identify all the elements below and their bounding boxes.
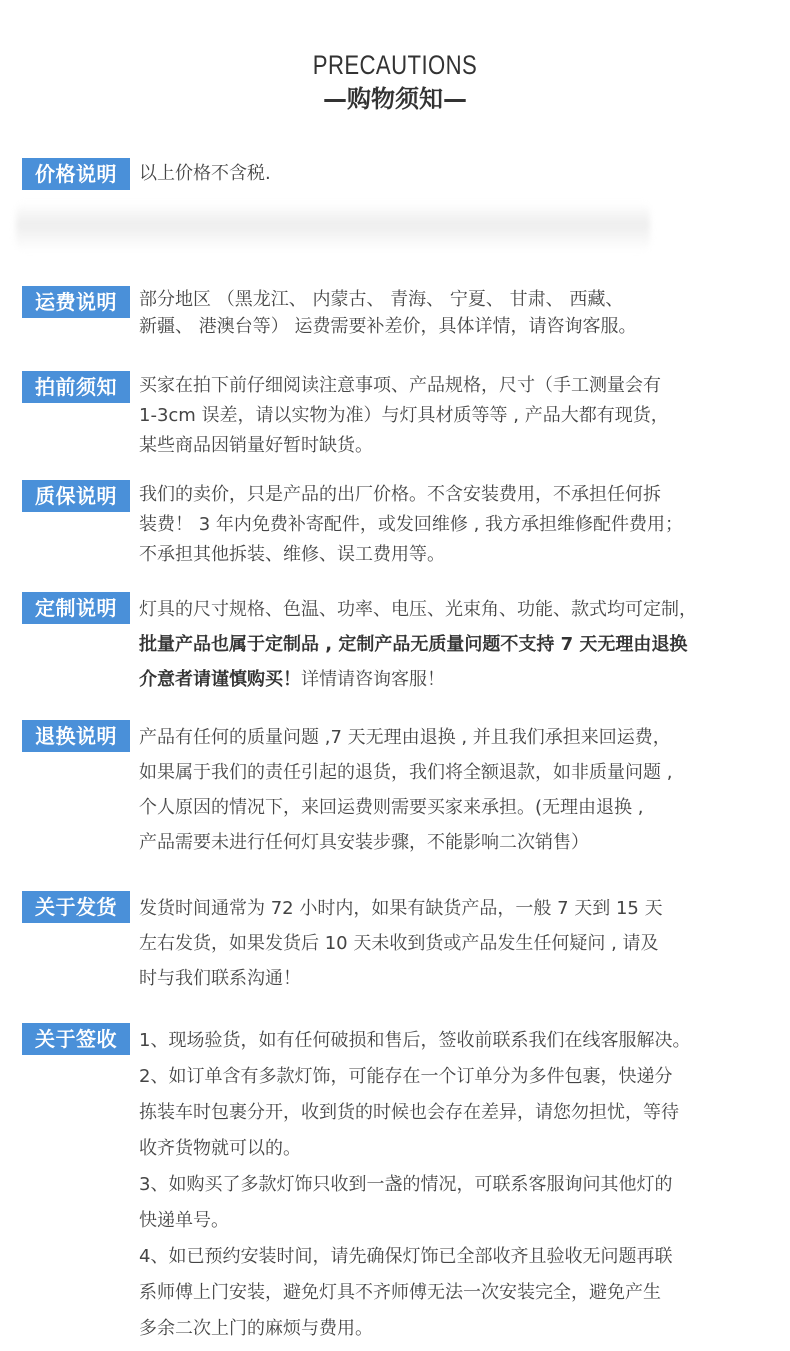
- section-tag-delivery: 关于发货: [22, 891, 130, 923]
- section-body-customization: [139, 592, 784, 697]
- text-line: 4、如已预约安装时间，请先确保灯饰已全部收齐且验收无问题再联: [139, 1246, 673, 1267]
- text-line: 发货时间通常为 72 小时内，如果有缺货产品，一般 7 天到 15 天: [139, 898, 663, 919]
- section-tag-shipping-fee: 运费说明: [22, 286, 130, 318]
- text-line: 2、如订单含有多款灯饰，可能存在一个订单分为多件包裹，快递分: [139, 1066, 673, 1087]
- text-line: 时与我们联系沟通！: [139, 968, 301, 989]
- section-tag-customization: 定制说明: [22, 592, 130, 624]
- text-line: 收齐货物就可以的。: [139, 1138, 301, 1159]
- section-tag-price: 价格说明: [22, 158, 130, 190]
- section-tag-receipt: 关于签收: [22, 1023, 130, 1055]
- text-line: [139, 662, 784, 697]
- section-body-warranty: [139, 480, 784, 570]
- page-header: [0, 48, 790, 116]
- section-body-delivery: [139, 891, 784, 996]
- text-line: 装费！ 3 年内免费补寄配件，或发回维修 , 我方承担维修配件费用；: [139, 514, 684, 535]
- section-tag-warranty: 质保说明: [22, 480, 130, 512]
- text-line: 3、如购买了多款灯饰只收到一盏的情况，可联系客服询问其他灯的: [139, 1174, 673, 1195]
- text-line: 产品有任何的质量问题 ,7 天无理由退换 , 并且我们承担来回运费，: [139, 727, 671, 748]
- section-body-before-purchase: [139, 371, 784, 461]
- blurred-region: [16, 202, 650, 252]
- section-body-price: [139, 158, 784, 190]
- text-line: 多余二次上门的麻烦与费用。: [139, 1318, 373, 1339]
- text-line: 快递单号。: [139, 1210, 229, 1231]
- text-line: 个人原因的情况下，来回运费则需要买家来承担。(无理由退换 ,: [139, 797, 644, 818]
- text-line: 我们的卖价，只是产品的出厂价格。不含安装费用，不承担任何拆: [139, 484, 661, 505]
- text-line: 产品需要未进行任何灯具安装步骤，不能影响二次销售）: [139, 832, 589, 853]
- text-line: 1、现场验货，如有任何破损和售后，签收前联系我们在线客服解决。: [139, 1030, 691, 1051]
- text-line: 拣装车时包裹分开，收到货的时候也会存在差异，请您勿担忧，等待: [139, 1102, 679, 1123]
- plain-text: 详情请咨询客服！: [301, 669, 445, 690]
- text-line: 如果属于我们的责任引起的退货，我们将全额退款，如非质量问题 ,: [139, 762, 673, 783]
- section-body-shipping-fee: [139, 286, 784, 340]
- section-body-returns: [139, 720, 784, 860]
- title-chinese: —购物须知—: [323, 85, 467, 113]
- text-line: 系师傅上门安装，避免灯具不齐师傅无法一次安装完全，避免产生: [139, 1282, 661, 1303]
- text-line: 不承担其他拆装、维修、误工费用等。: [139, 544, 445, 565]
- bold-text: 介意者请谨慎购买！: [139, 669, 301, 690]
- section-tag-returns: 退换说明: [22, 720, 130, 752]
- text-line: 新疆、 港澳台等） 运费需要补差价，具体详情，请咨询客服。: [139, 316, 637, 337]
- text-line: 以上价格不含税.: [139, 163, 271, 184]
- text-line: 1-3cm 误差，请以实物为准）与灯具材质等等 , 产品大都有现货，: [139, 405, 669, 426]
- text-line: 买家在拍下前仔细阅读注意事项、产品规格，尺寸（手工测量会有: [139, 375, 661, 396]
- text-line-bold: 批量产品也属于定制品 , 定制产品无质量问题不支持 7 天无理由退换: [139, 634, 688, 655]
- text-line: 部分地区 （黑龙江、 内蒙古、 青海、 宁夏、 甘肃、 西藏、: [139, 289, 624, 310]
- section-body-receipt: [139, 1023, 784, 1347]
- text-line: 灯具的尺寸规格、色温、功率、电压、光束角、功能、款式均可定制，: [139, 599, 697, 620]
- section-tag-before-purchase: 拍前须知: [22, 371, 130, 403]
- title-english: PRECAUTIONS: [312, 50, 478, 80]
- text-line: 左右发货，如果发货后 10 天未收到货或产品发生任何疑问 , 请及: [139, 933, 659, 954]
- text-line: 某些商品因销量好暂时缺货。: [139, 435, 373, 456]
